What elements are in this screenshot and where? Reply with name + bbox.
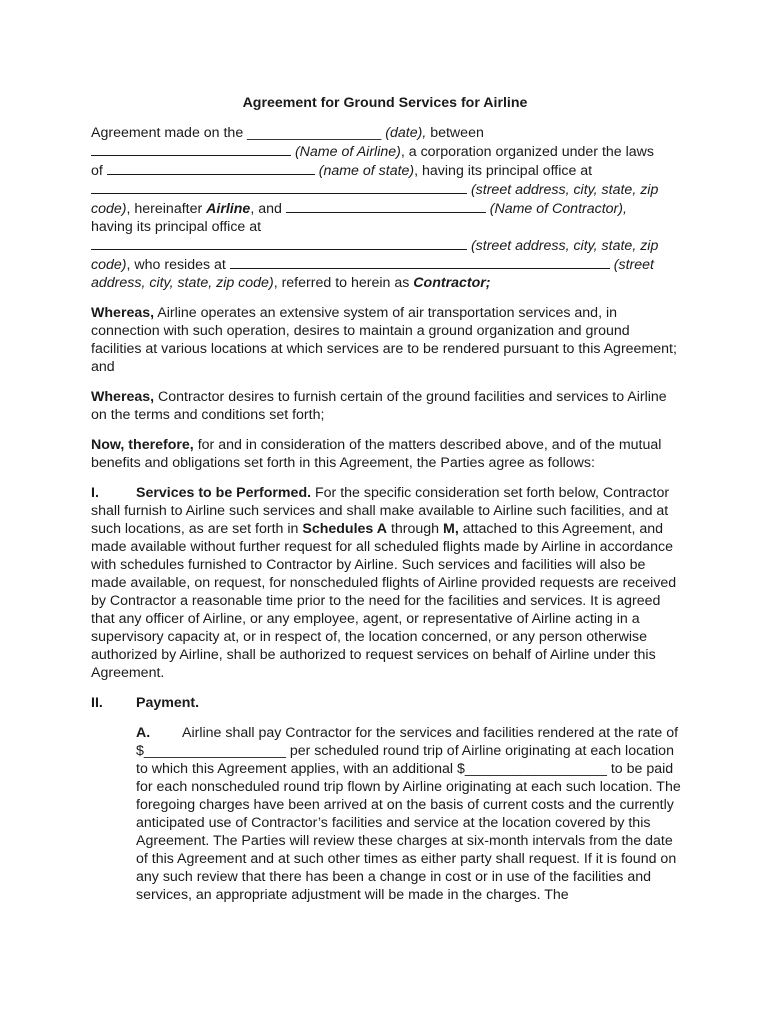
section-1-number: I. bbox=[91, 485, 99, 501]
residence-blank bbox=[230, 255, 610, 269]
intro-text: , referred to herein as bbox=[273, 275, 414, 291]
airline-name-blank bbox=[91, 142, 291, 156]
document-body bbox=[91, 124, 682, 904]
now-therefore-paragraph bbox=[91, 436, 682, 472]
address-hint: code) bbox=[91, 257, 127, 273]
section-2a-letter: A. bbox=[136, 725, 151, 741]
section-2a bbox=[91, 724, 682, 904]
section-1-heading: Services to be Performed. bbox=[136, 485, 312, 501]
address-blank-2 bbox=[91, 236, 467, 250]
schedule-a-ref: Schedules A bbox=[302, 521, 387, 537]
section-1 bbox=[91, 484, 682, 682]
whereas-lead: Whereas, bbox=[91, 305, 155, 321]
document-title: Agreement for Ground Services for Airline bbox=[242, 95, 528, 111]
address-hint: code) bbox=[91, 201, 127, 217]
whereas-paragraph-1 bbox=[91, 304, 682, 376]
intro-paragraph bbox=[91, 124, 682, 292]
whereas-paragraph-2 bbox=[91, 388, 682, 424]
schedule-m-ref: M, bbox=[443, 521, 459, 537]
state-hint: (name of state) bbox=[314, 163, 415, 179]
intro-text: , hereinafter bbox=[126, 201, 207, 217]
whereas-text: Airline operates an extensive system of air transportation services and, in connection with such operation, desires to maintain a ground organization and ground facilities at various locations at which services are to be rendered pursuant to this Agreement; and bbox=[91, 305, 677, 375]
intro-text: , and bbox=[250, 201, 286, 217]
section-2a-text: Airline shall pay Contractor for the services and facilities rendered at the rate of $__________________ per scheduled round trip of Airline originating at each location to which this Agreement applies, with an additional $__________________ to be paid for each nonscheduled round trip flown by Airline originating at each such location. The foregoing charges have been arrived at on the basis of current costs and the currently anticipated use of Contractor’s facilities and service at the location covered by this Agreement. The Parties will review these charges at six-month intervals from the date of this Agreement and at such other times as either party shall request. If it is found on any such review that there has been a change in cost or in use of the facilities and services, an appropriate adjustment will be made in the charges. The bbox=[136, 725, 681, 903]
contractor-name-hint: (Name of Contractor), bbox=[485, 201, 627, 217]
intro-text: between bbox=[426, 125, 484, 141]
residence-hint: (street bbox=[609, 257, 654, 273]
section-2-number: II. bbox=[91, 695, 103, 711]
intro-text: , a corporation organized under the laws bbox=[400, 144, 655, 160]
section-1-text: through bbox=[387, 521, 444, 537]
section-2-heading: Payment. bbox=[136, 695, 200, 711]
intro-text: , who resides at bbox=[126, 257, 230, 273]
section-1-text: attached to this Agreement, and made available without further request for all scheduled flights made by Airline in accordance with schedules furnished to Contractor by Airline. Such services and facilities will also be made available, on request, for nonscheduled flights of Airline provided requests are received by Contractor a reasonable time prior to the need for the facilities and services. It is agreed that any officer of Airline, or any employee, agent, or representative of Airline acting in a supervisory capacity at, or in respect of, the location concerned, or any person otherwise authorized by Airline, shall be authorized to request services on behalf of Airline under this Agreement. bbox=[91, 521, 677, 681]
date-hint: (date), bbox=[381, 125, 427, 141]
residence-hint: address, city, state, zip code) bbox=[91, 275, 274, 291]
address-hint: (street address, city, state, zip bbox=[467, 238, 659, 254]
whereas-text: Contractor desires to furnish certain of the ground facilities and services to Airline on the terms and conditions set forth; bbox=[91, 389, 667, 423]
intro-text: Agreement made on the bbox=[91, 125, 248, 141]
section-2-heading-row bbox=[91, 694, 682, 712]
address-hint: (street address, city, state, zip bbox=[467, 182, 659, 198]
intro-text: , having its principal office at bbox=[414, 163, 593, 179]
contractor-name-blank bbox=[286, 199, 486, 213]
section-1-text: For the specific consideration set forth below, Contractor shall furnish to Airline such services and shall make available to Airline such facilities, and at such locations, as are set forth in bbox=[91, 485, 670, 537]
airline-term: Airline bbox=[206, 201, 251, 217]
intro-text: of bbox=[91, 163, 107, 179]
now-lead: Now, therefore, bbox=[91, 437, 194, 453]
whereas-lead: Whereas, bbox=[91, 389, 155, 405]
address-blank bbox=[91, 180, 467, 194]
date-blank: _________________ bbox=[247, 125, 382, 141]
state-blank bbox=[107, 161, 315, 175]
airline-name-hint: (Name of Airline) bbox=[291, 144, 401, 160]
contractor-term: Contractor; bbox=[413, 275, 491, 291]
intro-text: having its principal office at bbox=[91, 219, 262, 235]
now-text: for and in consideration of the matters described above, and of the mutual benefits and obligations set forth in this Agreement, the Parties agree as follows: bbox=[91, 437, 662, 471]
